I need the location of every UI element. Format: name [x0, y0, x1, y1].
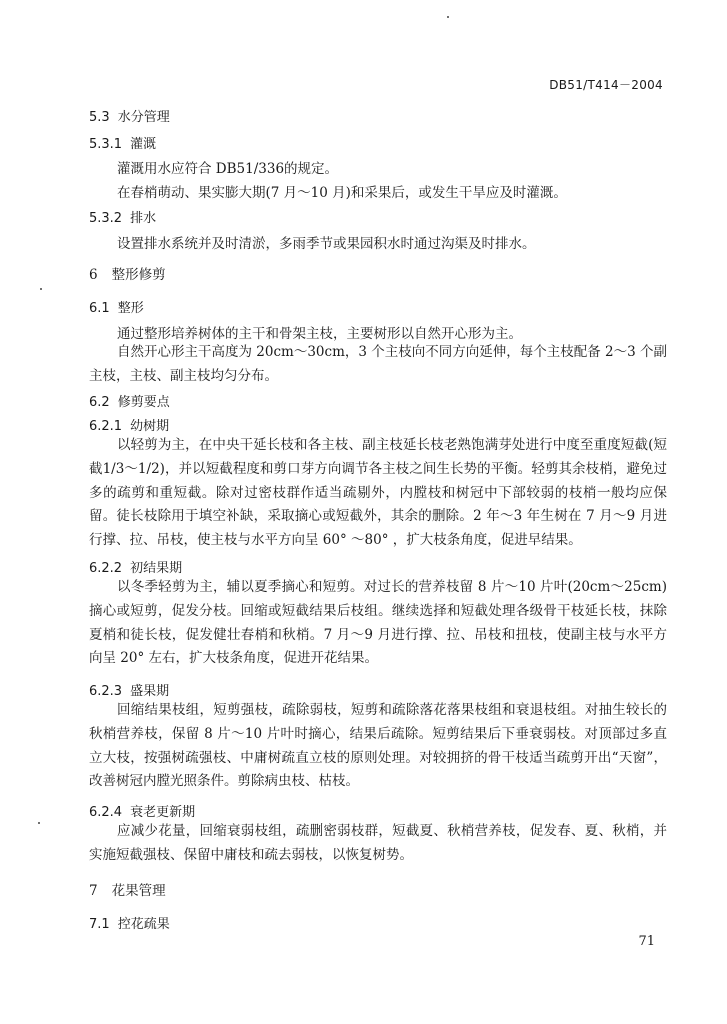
paragraph: 以轻剪为主，在中央干延长枝和各主枝、副主枝延长枝老熟饱满芽处进行中度至重度短截(短截1/3～1/2)，并以短截程度和剪口芽方向调节各主枝之间生长势的平衡。轻剪其余枝梢，避免过多的疏剪和重短截。除对过密枝群作适当疏剔外，内膛枝和树冠中下部较弱的枝梢一般均应保留。徒长枝除用于填空补缺，采取摘心或短截外，其余的删除。2 年～3 年生树在 7 月～9 月进行撑、拉、吊枝，使主枝与水平方向呈 60° ～80° ，扩大枝条角度，促进早结果。 [89, 437, 667, 549]
heading-6-2-1 [89, 415, 667, 434]
section-number: 6 [89, 267, 98, 283]
section-number: 5.3 [89, 110, 110, 125]
section-number: 6.2.1 [89, 419, 123, 434]
section-title: 灌溉 [130, 137, 157, 152]
scan-speck [447, 16, 449, 18]
paragraph: 通过整形培养树体的主干和骨架主枝，主要树形以自然开心形为主。 [117, 326, 522, 342]
section-number: 6.2 [89, 395, 110, 410]
section-number: 6.1 [89, 301, 110, 316]
standard-code-header: DB51/T414－2004 [549, 78, 663, 92]
section-title: 整形修剪 [111, 267, 166, 283]
section-number: 6.2.2 [89, 561, 123, 576]
heading-7-1 [89, 913, 667, 932]
section-title: 花果管理 [111, 883, 166, 899]
paragraph: 回缩结果枝组，短剪强枝，疏除弱枝，短剪和疏除落花落果枝组和衰退枝组。对抽生较长的秋梢营养枝，保留 8 片～10 片叶时摘心，结果后疏除。短剪结果后下垂衰弱枝。对顶部过多直立大枝，按强树疏强枝、中庸树疏直立枝的原则处理。对较拥挤的骨干枝适当疏剪开出“天窗”，改善树冠内膛光照条件。剪除病虫枝、枯枝。 [89, 702, 667, 790]
paragraph: 设置排水系统并及时清淤，多雨季节或果园积水时通过沟渠及时排水。 [117, 236, 536, 252]
section-title: 控花疏果 [117, 917, 170, 932]
heading-6-2-3 [89, 680, 667, 699]
heading-5-3 [89, 106, 667, 125]
paragraph: 以冬季轻剪为主，辅以夏季摘心和短剪。对过长的营养枝留 8 片～10 片叶(20cm～25cm)摘心或短剪，促发分枝。回缩或短截结果后枝组。继续选择和短截处理各级骨干枝延长枝，抹除夏梢和徒长枝，促发健壮春梢和秋梢。7 月～9 月进行撑、拉、吊枝和扭枝，使副主枝与水平方向呈 20° 左右，扩大枝条角度，促进开花结果。 [89, 579, 667, 667]
heading-6-2 [89, 391, 667, 410]
section-title: 衰老更新期 [130, 805, 196, 820]
paragraph: 在春梢萌动、果实膨大期(7 月～10 月)和采果后，或发生干旱应及时灌溉。 [117, 185, 567, 201]
heading-6-2-4 [89, 801, 667, 820]
section-number: 5.3.1 [89, 137, 123, 152]
section-number: 5.3.2 [89, 211, 123, 226]
paragraph: 灌溉用水应符合 DB51/336的规定。 [117, 161, 339, 177]
paragraph: 应减少花量，回缩衰弱枝组，疏删密弱枝群，短截夏、秋梢营养枝，促发春、夏、秋梢，并实施短截强枝、保留中庸枝和疏去弱枝，以恢复树势。 [89, 823, 667, 863]
section-title: 初结果期 [130, 561, 183, 576]
heading-7 [89, 879, 667, 899]
heading-6-1 [89, 297, 667, 316]
section-title: 排水 [130, 211, 157, 226]
scan-speck [38, 822, 40, 824]
scan-speck [40, 288, 42, 290]
section-number: 6.2.4 [89, 805, 123, 820]
paragraph: 自然开心形主干高度为 20cm～30cm，3 个主枝向不同方向延伸，每个主枝配备 2～3 个副主枝，主枝、副主枝均匀分布。 [89, 344, 668, 384]
heading-5-3-2 [89, 207, 667, 226]
section-number: 6.2.3 [89, 684, 123, 699]
heading-5-3-1 [89, 133, 667, 152]
heading-6-2-2 [89, 557, 667, 576]
heading-6 [89, 263, 667, 283]
section-title: 修剪要点 [117, 395, 170, 410]
section-number: 7 [89, 883, 98, 899]
page-number: 71 [638, 934, 655, 949]
section-title: 盛果期 [130, 684, 170, 699]
section-title: 水分管理 [117, 110, 170, 125]
section-title: 幼树期 [130, 419, 170, 434]
section-title: 整形 [117, 301, 144, 316]
section-number: 7.1 [89, 917, 110, 932]
